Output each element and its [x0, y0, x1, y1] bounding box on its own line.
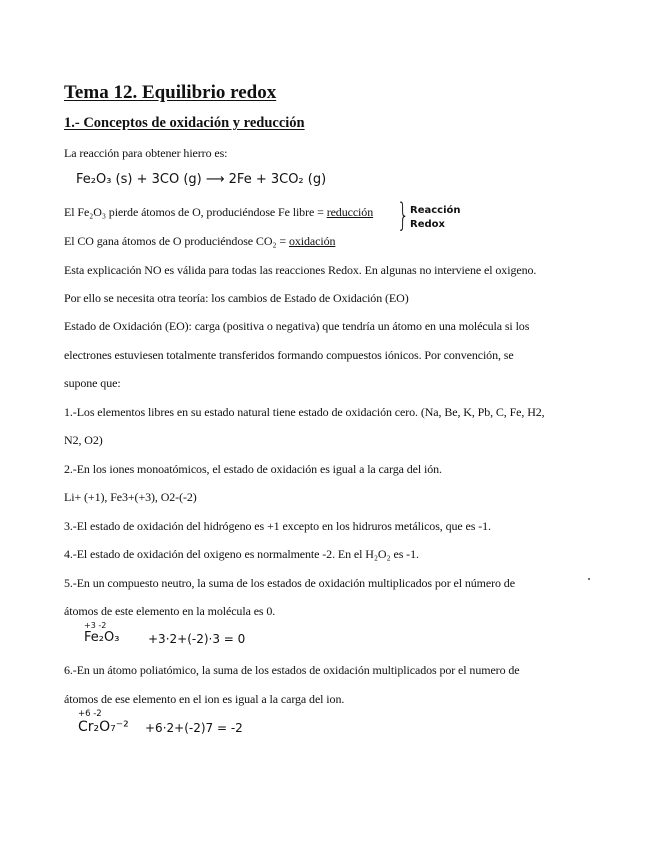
rule-3: 3.-El estado de oxidación del hidrógeno es +1 excepto en los hidruros metálicos, que es -1. [64, 519, 491, 533]
rule-6: 6.-En un átomo poliatómico, la suma de los estados de oxidación multiplicados por el numero de [64, 663, 520, 677]
paragraph-line: supone que: [64, 376, 121, 390]
rule-5: 5.-En un compuesto neutro, la suma de los estados de oxidación multiplicados por el número de [64, 576, 515, 590]
arrow-icon: ⟶ [205, 172, 225, 187]
rule-5-continued: átomos de este elemento en la molécula es 0. [64, 604, 276, 618]
reaction-right: 2Fe + 3CO₂ (g) [228, 172, 327, 187]
reaction-left: Fe₂O₃ (s) + 3CO (g) [76, 172, 202, 187]
rule-1-continued: N2, O2) [64, 433, 103, 447]
page-title: Tema 12. Equilibrio redox [64, 82, 277, 103]
example1-charges: +3 -2 [84, 621, 107, 630]
reaction-equation [76, 172, 326, 187]
rule-2-examples: Li+ (+1), Fe3+(+3), O2-(-2) [64, 490, 197, 504]
intro-text: La reacción para obtener hierro es: [64, 146, 228, 160]
reduction-term: reducción [326, 205, 374, 219]
stray-mark [588, 578, 590, 580]
rule-4: 4.-El estado de oxidación del oxigeno es normalmente -2. En el H₂O₂ es -1. [64, 547, 419, 561]
fe2o3-statement [64, 205, 373, 220]
example2-calc: +6·2+(-2)7 = -2 [145, 721, 243, 735]
oxidation-term: oxidación [288, 234, 336, 248]
brace-icon: } [397, 196, 410, 234]
section-heading: 1.- Conceptos de oxidación y reducción [64, 115, 305, 131]
paragraph-line: electrones estuviesen totalmente transferidos formando compuestos iónicos. Por convención, se [64, 348, 514, 362]
example1-calc: +3·2+(-2)·3 = 0 [148, 632, 246, 646]
rule-1: 1.-Los elementos libres en su estado natural tiene estado de oxidación cero. (Na, Be, K, Pb, C, Fe, H2, [64, 405, 545, 419]
brace-note-redox: Redox [410, 219, 445, 230]
example2-charges: +6 -2 [78, 709, 102, 719]
example2-formula: Cr₂O₇⁻² [78, 719, 129, 735]
co-text: El CO gana átomos de O produciéndose CO₂ = [64, 234, 289, 248]
example1-formula: Fe₂O₃ [84, 630, 120, 645]
rule-6-continued: átomos de ese elemento en el ion es igual a la carga del ion. [64, 692, 345, 706]
fe2o3-text: El Fe₂O₃ pierde átomos de O, produciéndose Fe libre = [64, 205, 327, 219]
paragraph-line: Por ello se necesita otra teoría: los cambios de Estado de Oxidación (EO) [64, 291, 409, 305]
rule-2: 2.-En los iones monoatómicos, el estado de oxidación es igual a la carga del ión. [64, 462, 442, 476]
paragraph-line: Esta explicación NO es válida para todas las reacciones Redox. En algunas no interviene el oxigeno. [64, 263, 537, 277]
brace-note-reaccion: Reacción [410, 205, 461, 216]
co-statement [64, 234, 335, 249]
paragraph-line: Estado de Oxidación (EO): carga (positiva o negativa) que tendría un átomo en una molécula si los [64, 319, 530, 333]
